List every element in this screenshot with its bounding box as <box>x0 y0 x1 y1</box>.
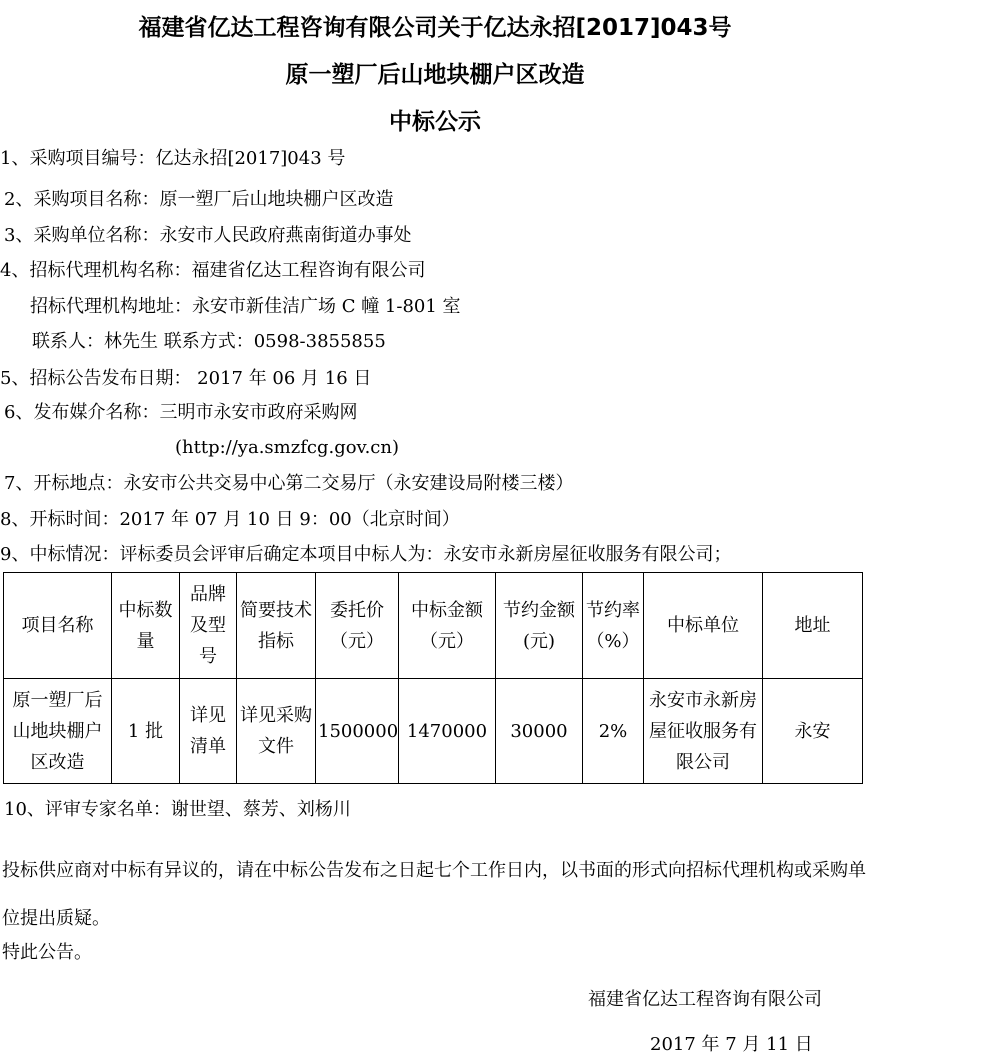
cell-quantity: 1 批 <box>112 679 180 784</box>
col-savings-rate: 节约率（%） <box>583 573 644 679</box>
item-project-name: 2、采购项目名称：原一塑厂后山地块棚户区改造 <box>4 189 394 210</box>
item-project-number: 1、采购项目编号：亿达永招[2017]043 号 <box>0 148 346 169</box>
col-project-name: 项目名称 <box>4 573 112 679</box>
objection-notice: 投标供应商对中标有异议的，请在中标公告发布之日起七个工作日内，以书面的形式向招标代理机构或采购单位提出质疑。 <box>2 860 866 929</box>
item-purchaser: 3、采购单位名称：永安市人民政府燕南街道办事处 <box>4 225 412 246</box>
item-experts: 10、评审专家名单：谢世望、蔡芳、刘杨川 <box>4 799 351 820</box>
cell-brand-model: 详见清单 <box>180 679 237 784</box>
col-tech-spec: 简要技术指标 <box>237 573 316 679</box>
signature-date: 2017 年 7 月 11 日 <box>650 1034 813 1055</box>
col-savings-amount: 节约金额(元) <box>496 573 583 679</box>
cell-award-amount: 1470000 <box>399 679 496 784</box>
col-entrusted-price: 委托价（元） <box>316 573 399 679</box>
item-agency-address: 招标代理机构地址：永安市新佳洁广场 C 幢 1-801 室 <box>30 296 461 317</box>
doc-title-line-2: 原一塑厂后山地块棚户区改造 <box>285 62 585 88</box>
cell-savings-amount: 30000 <box>496 679 583 784</box>
closing-statement: 特此公告。 <box>2 942 92 963</box>
cell-winner: 永安市永新房屋征收服务有限公司 <box>644 679 763 784</box>
item-opening-place: 7、开标地点：永安市公共交易中心第二交易厅（永安建设局附楼三楼） <box>4 473 574 494</box>
col-address: 地址 <box>763 573 863 679</box>
col-quantity: 中标数量 <box>112 573 180 679</box>
item-media-url: (http://ya.smzfcg.gov.cn) <box>175 437 400 458</box>
item-publish-date: 5、招标公告发布日期： 2017 年 06 月 16 日 <box>0 368 372 389</box>
item-award-result: 9、中标情况：评标委员会评审后确定本项目中标人为：永安市永新房屋征收服务有限公司； <box>0 544 732 565</box>
col-winner: 中标单位 <box>644 573 763 679</box>
doc-title-line-3: 中标公示 <box>389 109 481 135</box>
signature-org: 福建省亿达工程咨询有限公司 <box>588 989 822 1010</box>
award-table <box>3 572 863 784</box>
award-table-header-row <box>4 573 863 679</box>
col-award-amount: 中标金额（元） <box>399 573 496 679</box>
doc-title-line-1: 福建省亿达工程咨询有限公司关于亿达永招[2017]043号 <box>138 15 732 41</box>
item-opening-time: 8、开标时间：2017 年 07 月 10 日 9：00（北京时间） <box>0 509 460 530</box>
item-media: 6、发布媒介名称：三明市永安市政府采购网 <box>4 402 358 423</box>
cell-savings-rate: 2% <box>583 679 644 784</box>
cell-entrusted-price: 1500000 <box>316 679 399 784</box>
col-brand-model: 品牌及型号 <box>180 573 237 679</box>
table-row <box>4 679 863 784</box>
item-contact: 联系人：林先生 联系方式：0598-3855855 <box>32 331 386 352</box>
cell-address: 永安 <box>763 679 863 784</box>
item-agency-name: 4、招标代理机构名称：福建省亿达工程咨询有限公司 <box>0 260 426 281</box>
cell-tech-spec: 详见采购文件 <box>237 679 316 784</box>
cell-project-name: 原一塑厂后山地块棚户区改造 <box>4 679 112 784</box>
